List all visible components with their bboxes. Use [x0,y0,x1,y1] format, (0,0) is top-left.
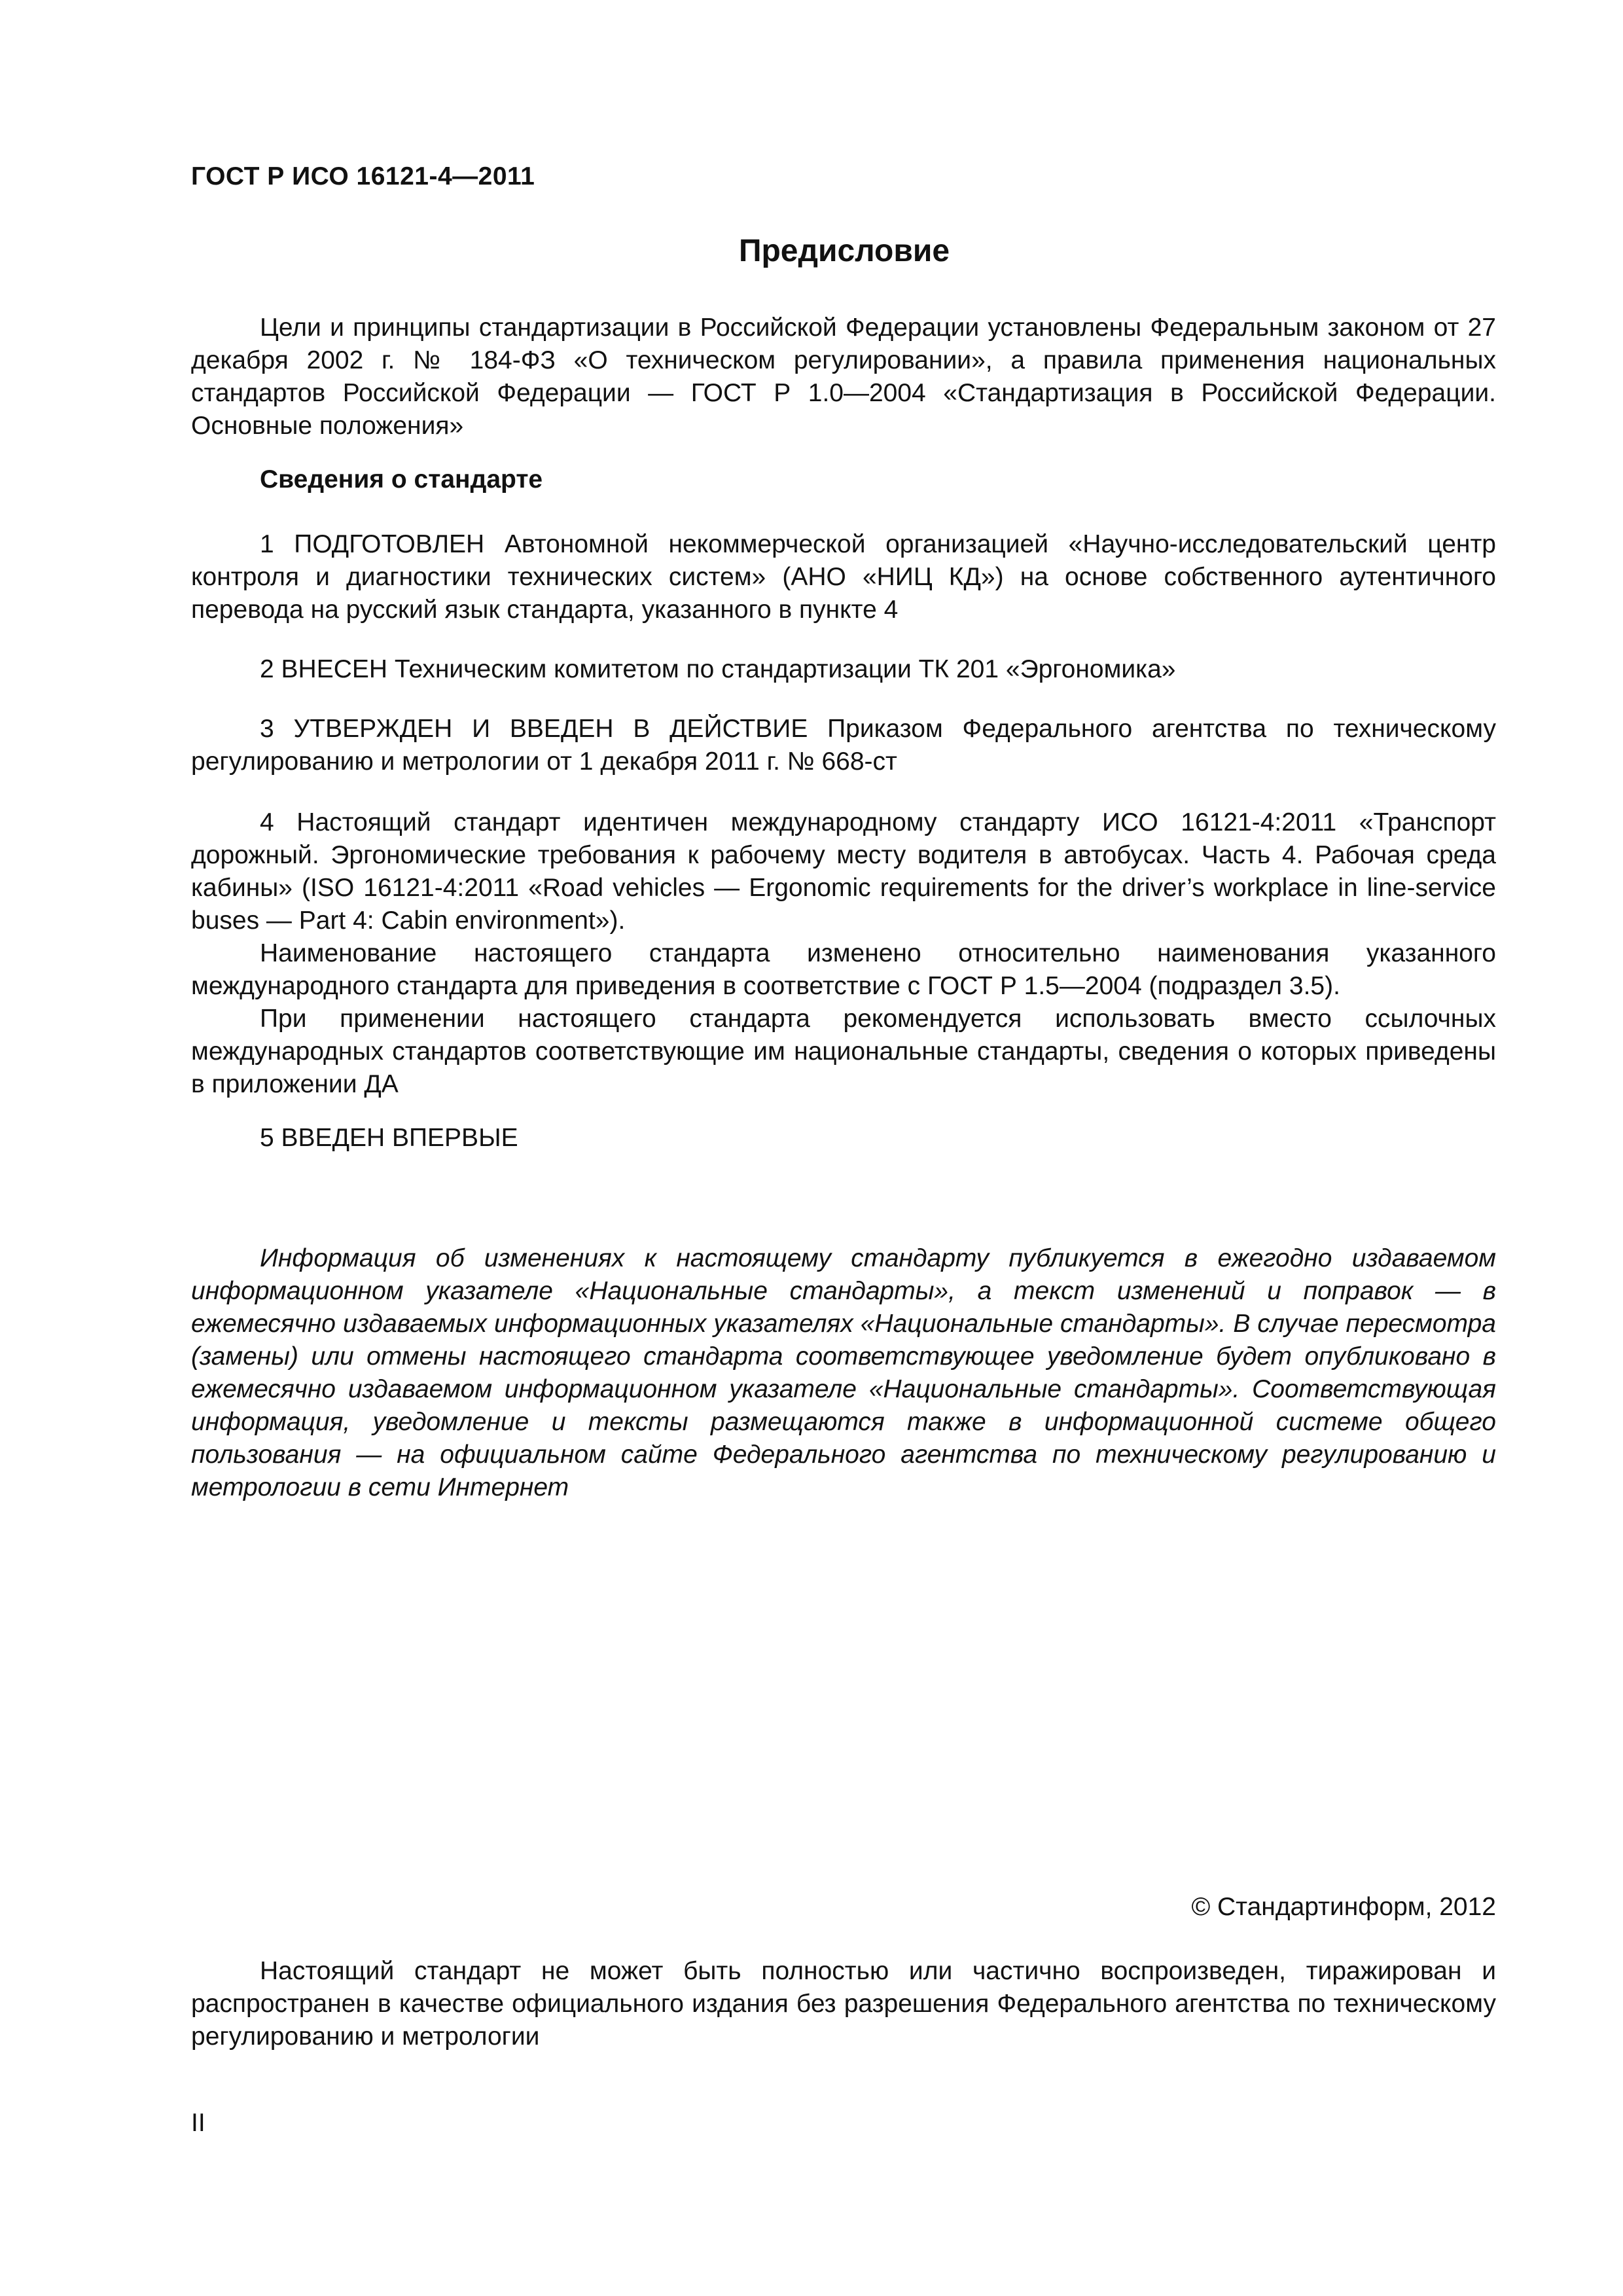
item-2-paragraph: 2 ВНЕСЕН Техническим комитетом по стандартизации ТК 201 «Эргономика» [260,655,1176,683]
item-3-block [191,713,1496,778]
reproduction-notice-block [191,1955,1496,2053]
amendments-notice-block [191,1242,1496,1504]
item-4-paragraph: 4 Настоящий стандарт идентичен международному стандарту ИСО 16121-4:2011 «Транспорт дорожный. Эргономические требования к рабочему месту водителя в автобусах. Часть 4. Рабочая среда кабины» (ISO 16121-4:2011 «Road vehicles — Ergonomic requirements for the driver’s workplace in line-service buses — Part 4: Cabin environment»). [191,808,1496,935]
intro-paragraph: Цели и принципы стандартизации в Российской Федерации установлены Федеральным законом от 27 декабря 2002 г. № 184-ФЗ «О техническом регулировании», а правила применения национальных стандартов Российской Федерации — ГОСТ Р 1.0—2004 «Стандартизация в Российской Федерации. Основные положения» [191,314,1496,440]
item-3-paragraph: 3 УТВЕРЖДЕН И ВВЕДЕН В ДЕЙСТВИЕ Приказом Федерального агентства по техническому регулированию и метрологии от 1 декабря 2011 г. № 668-ст [191,715,1496,776]
info-heading: Сведения о стандарте [260,465,543,493]
item-5-paragraph: 5 ВВЕДЕН ВПЕРВЫЕ [260,1124,518,1152]
item-1-paragraph: 1 ПОДГОТОВЛЕН Автономной некоммерческой организацией «Научно-исследовательский центр контроля и диагностики технических систем» (АНО «НИЦ КД») на основе собственного аутентичного перевода на русский язык стандарта, указанного в пункте 4 [191,530,1496,624]
item-4-name-change-paragraph: Наименование настоящего стандарта изменено относительно наименования указанного международного стандарта для приведения в соответствие с ГОСТ Р 1.5—2004 (подраздел 3.5). [191,939,1496,1000]
reproduction-notice-paragraph: Настоящий стандарт не может быть полностью или частично воспроизведен, тиражирован и распространен в качестве официального издания без разрешения Федерального агентства по техническому регулированию и метрологии [191,1957,1496,2051]
page-number: II [191,2109,205,2137]
amendments-notice-paragraph: Информация об изменениях к настоящему стандарту публикуется в ежегодно издаваемом информационном указателе «Национальные стандарты», а текст изменений и поправок — в ежемесячно издаваемых информационных указателях «Национальные стандарты». В случае пересмотра (замены) или отмены настоящего стандарта соответствующее уведомление будет опубликовано в ежемесячно издаваемом информационном указателе «Национальные стандарты». Соответствующая информация, уведомление и тексты размещаются также в информационной системе общего пользования — на официальном сайте Федерального агентства по техническому регулированию и метрологии в сети Интернет [191,1244,1496,1501]
document-code: ГОСТ Р ИСО 16121-4—2011 [191,162,535,190]
item-4-references-paragraph: При применении настоящего стандарта рекомендуется использовать вместо ссылочных международных стандартов соответствующие им национальные стандарты, сведения о которых приведены в приложении ДА [191,1005,1496,1098]
intro-paragraph-block [191,312,1496,442]
page-title: Предисловие [738,234,950,268]
item-4-block [191,806,1496,1101]
item-5-block [191,1122,1496,1155]
copyright-line: © Стандартинформ, 2012 [1191,1893,1496,1921]
item-2-block [191,653,1496,686]
item-1-block [191,528,1496,626]
